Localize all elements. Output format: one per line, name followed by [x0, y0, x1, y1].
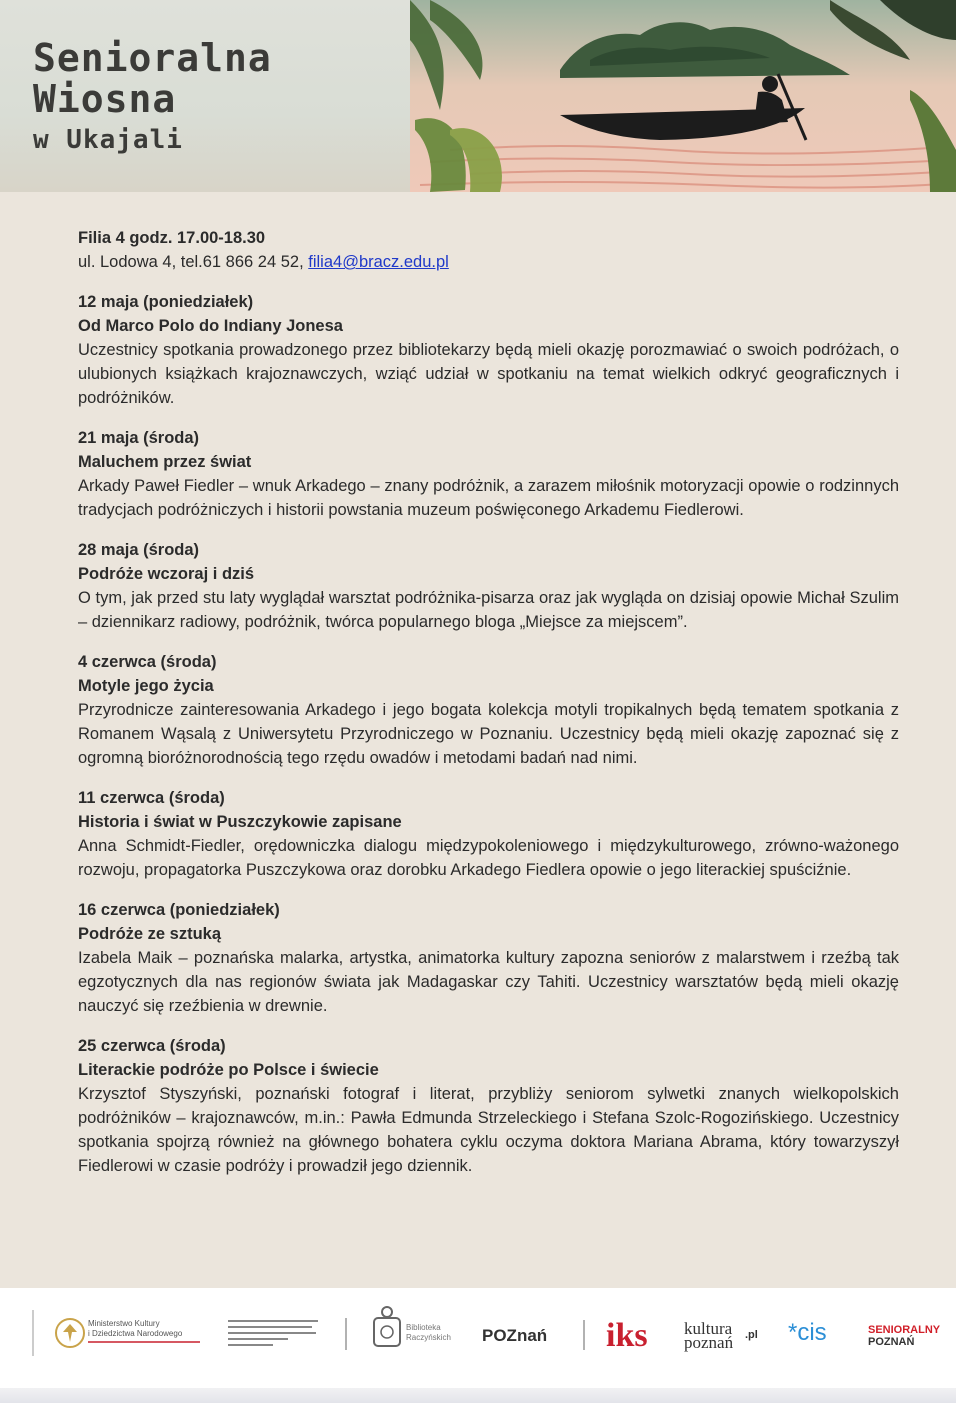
- event-title: Podróże wczoraj i dziś: [78, 565, 255, 583]
- event-description: Izabela Maik – poznańska malarka, artystka, animatorka kultury zapozna seniorów z malarstwem i rzeźbą tak egzotycznych dla nas regionów świata jak Madagaskar czy Tahiti. Uczestnicy warsztatów będą mieli okazję nauczyć się rzeźbienia w drewnie.: [78, 949, 899, 1015]
- svg-text:poznań: poznań: [684, 1333, 734, 1352]
- event-date: 11 czerwca (środa): [78, 789, 225, 807]
- event-item: [78, 1034, 899, 1178]
- event-title: Historia i świat w Puszczykowie zapisane: [78, 813, 402, 831]
- title-block: [33, 38, 272, 158]
- event-item: [78, 650, 899, 770]
- ministry-name-2: i Dziedzictwa Narodowego: [88, 1329, 183, 1338]
- event-date: 28 maja (środa): [78, 541, 200, 559]
- event-date: 4 czerwca (środa): [78, 653, 217, 671]
- subtitle: w Ukajali: [33, 125, 183, 155]
- event-date: 12 maja (poniedziałek): [78, 293, 254, 311]
- poster-header: [0, 0, 956, 192]
- email-link[interactable]: filia4@bracz.edu.pl: [308, 253, 449, 271]
- event-title: Podróże ze sztuką: [78, 925, 222, 943]
- title-line-1: Senioralna: [33, 36, 272, 80]
- event-description: Krzysztof Styszyński, poznański fotograf i literat, przybliży seniorom sylwetki znanych wielkopolskich podróżników – krajoznawców, m.in.: Pawła Edmunda Strzeleckiego i Stefana Szolc-Rogozińskiego. Uczestnicy spotkania spojrzą również na głównego bohatera cyklu oczyma doktora Mariana Abrama, który towarzyszył Fiedlerowi w czasie podróży i prowadził jego dziennik.: [78, 1085, 899, 1175]
- event-title: Literackie podróże po Polsce i świecie: [78, 1061, 379, 1079]
- event-item: [78, 426, 899, 522]
- event-date: 16 czerwca (poniedziałek): [78, 901, 280, 919]
- cis-logo: *cis: [788, 1319, 827, 1346]
- library-crest-icon: [374, 1307, 400, 1346]
- svg-text:POZNAŃ: POZNAŃ: [868, 1336, 915, 1348]
- event-description: Anna Schmidt-Fiedler, orędowniczka dialogu międzypokoleniowego i międzykulturowego, zrówno-ważonego rozwoju, propagatorka Puszczykowa oraz dorobku Arkadego Fiedlera opowie o jego literackiej spuściźnie.: [78, 837, 899, 879]
- event-item: [78, 786, 899, 882]
- poznan-logo: POZnań: [482, 1326, 548, 1345]
- ministry-name: Ministerstwo Kultury: [88, 1319, 160, 1328]
- address-text: ul. Lodowa 4, tel.61 866 24 52,: [78, 253, 309, 271]
- event-title: Maluchem przez świat: [78, 453, 252, 471]
- senioralny-logo: SENIORALNY: [868, 1324, 941, 1336]
- event-item: [78, 290, 899, 410]
- event-date: 21 maja (środa): [78, 429, 200, 447]
- sponsor-logos: [0, 1288, 956, 1388]
- kultura-logo: kultura: [684, 1319, 733, 1338]
- event-description: Uczestnicy spotkania prowadzonego przez bibliotekarzy będą mieli okazję porozmawiać o swoich podróżach, o ulubionych książkach krajoznawczych, wziąć udział w spotkaniu na temat wielkich odkryć geograficznych i podróżników.: [78, 341, 899, 407]
- library-name: Biblioteka: [406, 1323, 441, 1332]
- event-item: [78, 538, 899, 634]
- sponsor-footer: [0, 1288, 956, 1388]
- event-description: Arkady Paweł Fiedler – wnuk Arkadego – znany podróżnik, a zarazem miłośnik motoryzacji opowie o rodzinnych tradycjach podróżniczych i historii powstania muzeum poświęconego Arkademu Fiedlerowi.: [78, 477, 899, 519]
- event-description: Przyrodnicze zainteresowania Arkadego i jego bogata kolekcja motyli tropikalnych będą tematem spotkania z Romanem Wąsalą z Uniwersytetu Przyrodniczego w Poznaniu. Uczestnicy będą mieli okazję zapoznać się z ogromną bioróżnorodnością tego rzędu owadów i metodami badań nad nimi.: [78, 701, 899, 767]
- ministry-eagle-icon: [56, 1319, 84, 1347]
- title-line-2: Wiosna: [33, 77, 177, 121]
- event-item: [78, 898, 899, 1018]
- location-address: [78, 250, 899, 274]
- bottom-bar: [0, 1388, 956, 1403]
- event-title: Motyle jego życia: [78, 677, 214, 695]
- funding-note: [228, 1320, 318, 1346]
- canoe-illustration: [410, 0, 956, 192]
- svg-text:Raczyńskich: Raczyńskich: [406, 1333, 451, 1342]
- event-content: [78, 226, 899, 1178]
- iks-logo: iks: [606, 1317, 648, 1354]
- event-list: [78, 290, 899, 1178]
- event-title: Od Marco Polo do Indiany Jonesa: [78, 317, 343, 335]
- event-description: O tym, jak przed stu laty wyglądał warsztat podróżnika-pisarza oraz jak wygląda on dzisiaj opowie Michał Szulim – dziennikarz radiowy, podróżnik, twórca popularnego bloga „Miejsce za miejscem”.: [78, 589, 899, 631]
- event-date: 25 czerwca (środa): [78, 1037, 226, 1055]
- location-title: Filia 4 godz. 17.00-18.30: [78, 229, 266, 247]
- svg-text:.pl: .pl: [745, 1329, 758, 1341]
